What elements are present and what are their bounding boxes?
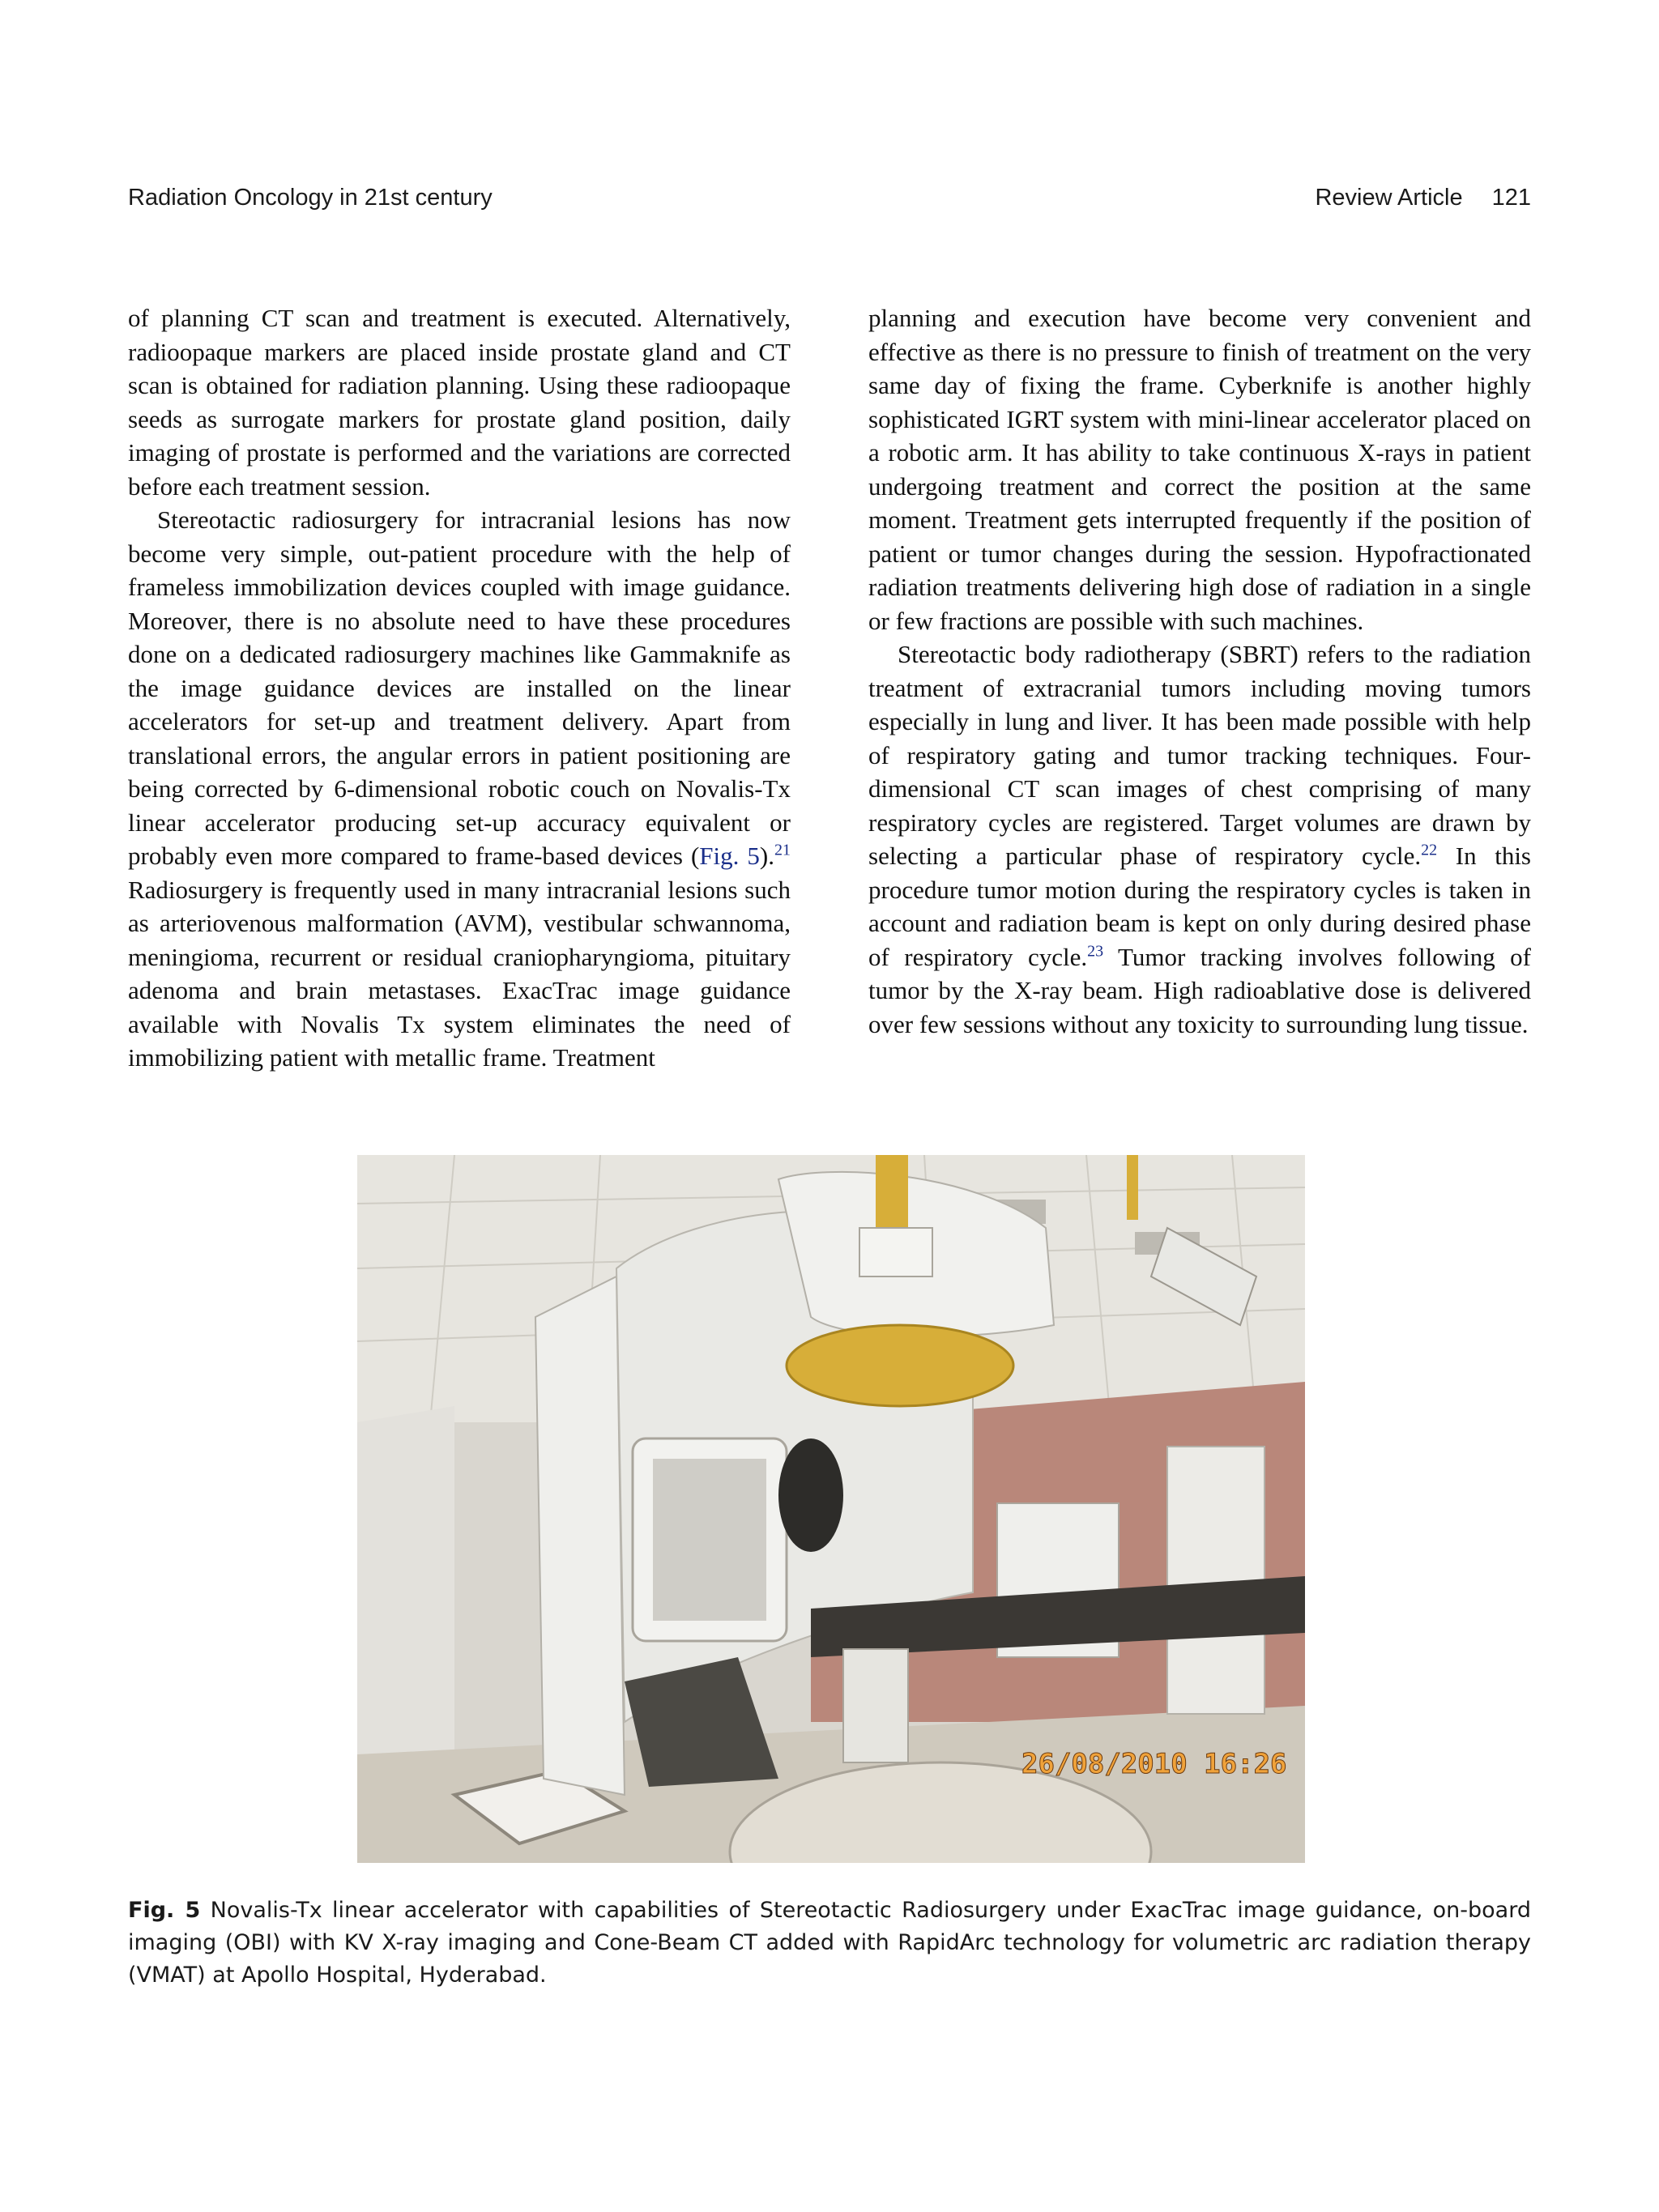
gantry-ring <box>778 1438 843 1552</box>
figure-5-link[interactable]: Fig. 5 <box>699 842 760 870</box>
ceiling-arm <box>876 1155 908 1228</box>
collimator <box>787 1325 1013 1406</box>
gantry-lower <box>625 1657 778 1787</box>
caption-text: Novalis-Tx linear accelerator with capabilities of Stereotactic Radiosurgery under ExacTrac image guidance, on-board imaging (OBI) with KV X-ray imaging and Cone-Beam CT added with RapidArc technology for volumetric arc radiation therapy (VMAT) at Apollo Hospital, Hyderabad. <box>128 1898 1531 1988</box>
left-paragraph-1: of planning CT scan and treatment is executed. Alternatively, radioopaque markers are placed inside prostate gland and CT scan is obtained for radiation planning. Using these radioopaque seeds as surrogate markers for prostate gland position, daily imaging of prostate is performed and the variations are corrected before each treatment session. <box>128 304 791 501</box>
citation-21-link[interactable]: 21 <box>774 841 791 859</box>
running-head <box>128 185 1531 211</box>
photo-timestamp: 26/08/2010 16:26 <box>1021 1748 1287 1780</box>
caption-label: Fig. 5 <box>128 1898 201 1923</box>
imager-grille <box>653 1459 766 1621</box>
monitor-arm <box>1127 1155 1138 1220</box>
body-columns <box>128 301 1531 1111</box>
page-number: 121 <box>1491 185 1531 211</box>
right-paragraph-1: planning and execution have become very convenient and effective as there is no pressure to finish of treatment on the very same day of fixing the frame. Cyberknife is another highly sophisticated IGRT system with mini-linear accelerator placed on a robotic arm. It has ability to take continuous X-rays in patient undergoing treatment and correct the position at the same moment. Treatment gets interrupted frequently if the position of patient or tumor changes during the session. Hypofractionated radiation treatments delivering high dose of radiation in a single or few fractions are possible with such machines. <box>868 304 1531 635</box>
article-type: Review Article <box>1315 185 1463 211</box>
text-span: Tumor tracking involves following of tumor by the X-ray beam. High radioablative dose is delivered over few sessions without any toxicity to surrounding lung tissue. <box>868 942 1531 1038</box>
text-span: Stereotactic body radiotherapy (SBRT) refers to the radiation treatment of extracranial tumors including moving tumors especially in lung and liver. It has been made possible with help of respiratory gating and tumor tracking techniques. Four-dimensional CT scan images of chest comprising of many respiratory cycles are registered. Target volumes are drawn by selecting a particular phase of respiratory cycle. <box>868 640 1531 870</box>
text-span: In this procedure tumor motion during the respiratory cycles is taken in account and radiation beam is kept on only during desired phase of respiratory cycle. <box>868 842 1531 971</box>
text-span: Radiosurgery is frequently used in many intracranial lesions such as arteriovenous malformation (AVM), vestibular schwannoma, meningioma, recurrent or residual craniopharyngioma, pituitary adenoma and brain metastases. ExacTrac image guidance available with Novalis Tx system eliminates the need of immobilizing patient with metallic frame. Treatment <box>128 875 791 1072</box>
figure-5-photo <box>357 1155 1305 1863</box>
laser-box <box>859 1228 932 1276</box>
gantry-stand <box>535 1276 625 1795</box>
text-span: ). <box>759 842 774 870</box>
right-column <box>868 301 1531 1111</box>
running-title: Radiation Oncology in 21st century <box>128 185 493 211</box>
left-paragraph-2 <box>128 503 791 1075</box>
right-paragraph-2 <box>868 637 1531 1041</box>
figure-caption <box>128 1894 1531 1992</box>
left-wall <box>357 1406 454 1787</box>
citation-22-link[interactable]: 22 <box>1421 841 1438 859</box>
linac-room-illustration <box>357 1155 1305 1863</box>
couch-base <box>843 1649 908 1762</box>
text-span: Stereotactic radiosurgery for intracranial lesions has now become very simple, out-patient procedure with the help of frameless immobilization devices coupled with image guidance. Moreover, there is no absolute need to have these procedures done on a dedicated radiosurgery machines like Gammaknife as the image guidance devices are installed on the linear accelerators for set-up and treatment delivery. Apart from translational errors, the angular errors in patient positioning are being corrected by 6-dimensional robotic couch on Novalis-Tx linear accelerator producing set-up accuracy equivalent or probably even more compared to frame-based devices ( <box>128 505 791 870</box>
left-column <box>128 301 791 1111</box>
citation-23-link[interactable]: 23 <box>1087 942 1104 961</box>
running-head-right <box>1315 185 1531 211</box>
